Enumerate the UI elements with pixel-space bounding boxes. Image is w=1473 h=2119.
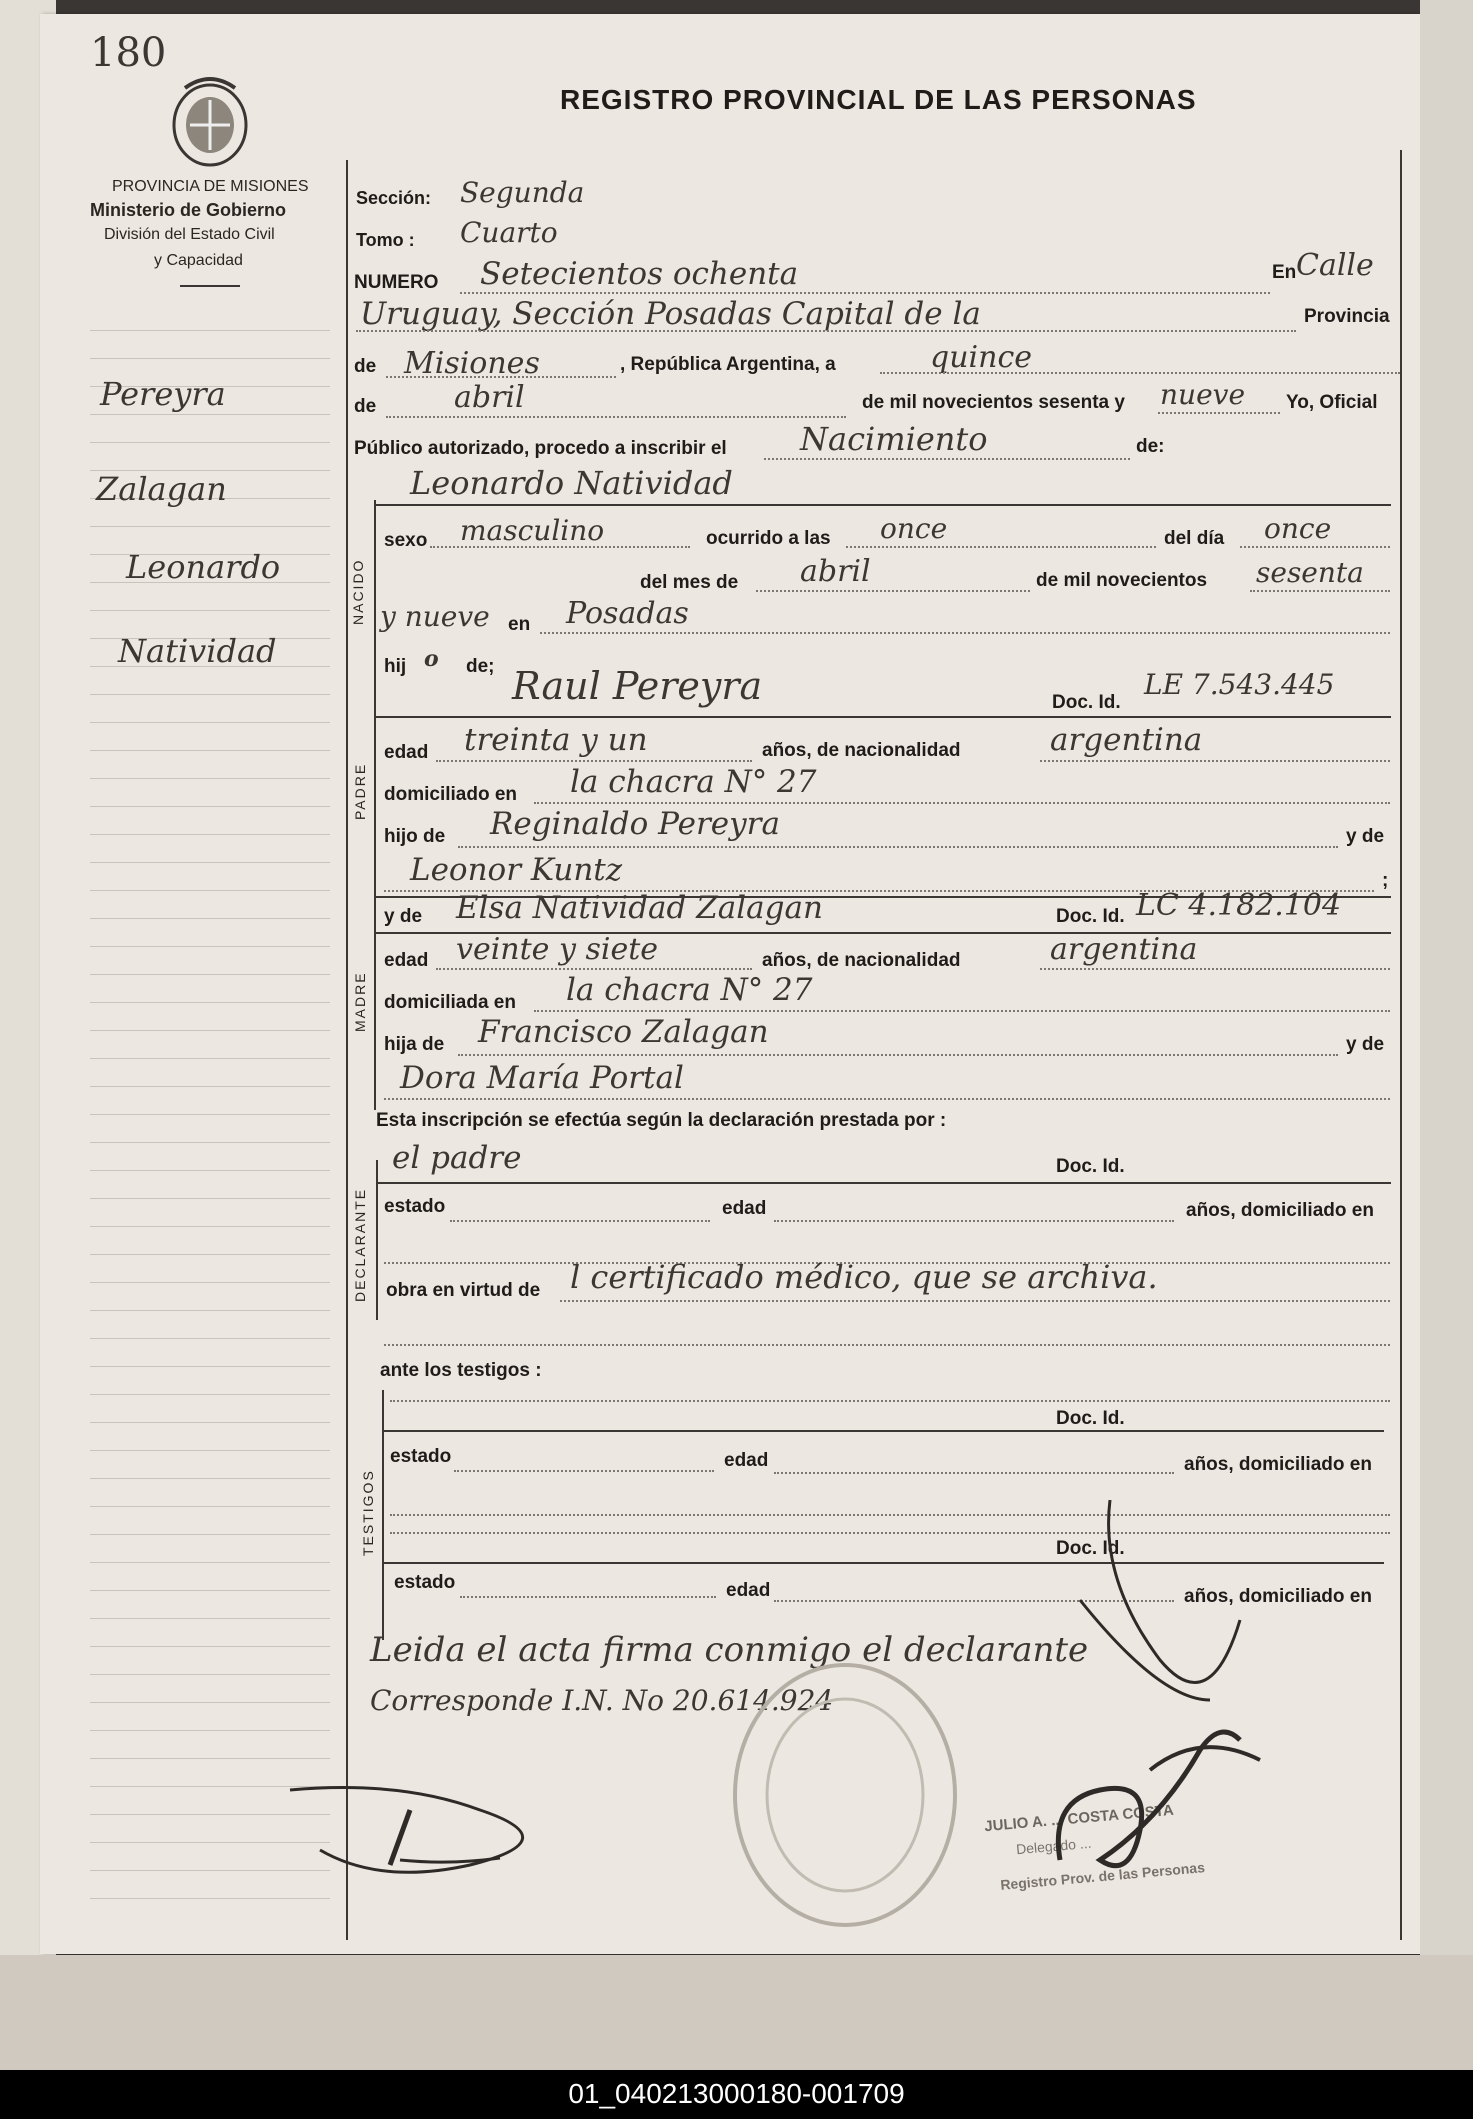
anio-nac-value-2: y nueve — [380, 600, 490, 633]
stamp-text-1: JULIO A. ... COSTA COSTA — [983, 1801, 1175, 1836]
margin-note-name2: Natividad — [118, 632, 277, 670]
madre-doc-value: LC 4.182.104 — [1136, 888, 1342, 923]
leida-note: Leida el acta firma conmigo el declarante — [370, 1630, 1089, 1670]
padre-nombre-line — [376, 716, 1391, 718]
testigo2-estado-line — [460, 1596, 716, 1598]
bottom-background — [0, 1955, 1473, 2070]
anio-line — [1158, 412, 1280, 414]
madre-dom-line — [534, 1010, 1390, 1012]
decl-edad-label: edad — [722, 1198, 767, 1219]
testigo1-edad-line — [774, 1472, 1174, 1474]
testigo1-name-line — [384, 1430, 1384, 1432]
anio-nac-line — [1250, 590, 1390, 592]
address-value: Uruguay, Sección Posadas Capital de la — [360, 296, 981, 332]
right-page-edge — [1420, 0, 1473, 2070]
province-name: PROVINCIA DE MISIONES — [112, 178, 309, 195]
mes-line — [386, 416, 846, 418]
padre-nac-line — [1040, 760, 1390, 762]
dia-nac-line — [1240, 546, 1390, 548]
madre-y-de-label: y de — [384, 906, 423, 927]
form-right-border — [1400, 150, 1402, 1940]
dia-nac-value: once — [1264, 512, 1332, 545]
image-identifier: 01_040213000180-001709 — [568, 2078, 905, 2109]
numero-line — [460, 292, 1270, 294]
register-title: REGISTRO PROVINCIAL DE LAS PERSONAS — [560, 84, 1197, 115]
declarante-label: DECLARANTE — [352, 1187, 368, 1302]
madre-edad-label: edad — [384, 950, 429, 971]
madre-hija-value: Francisco Zalagan — [478, 1014, 769, 1050]
seccion-value: Segunda — [460, 176, 585, 209]
obra-value: l certificado médico, que se archiva. — [570, 1258, 1158, 1296]
provincia-line — [386, 376, 616, 378]
madre-label: MADRE — [352, 971, 368, 1032]
anio-value: nueve — [1160, 378, 1246, 411]
mes-value: abril — [454, 380, 525, 415]
provincia-label: Provincia — [1304, 306, 1390, 327]
madre-y-de-label-2: y de — [1346, 1034, 1385, 1055]
ministry-name: Ministerio de Gobierno — [90, 200, 287, 220]
de-colon-label: de: — [1136, 436, 1165, 457]
del-mes-label: del mes de — [640, 572, 739, 593]
decl-estado-label: estado — [384, 1196, 446, 1217]
madre-dom-value: la chacra N° 27 — [566, 972, 813, 1008]
sexo-line — [430, 546, 690, 548]
madre-edad-value: veinte y siete — [456, 932, 659, 967]
padre-edad-label: edad — [384, 742, 429, 763]
declarante-doc-label: Doc. Id. — [1056, 1156, 1125, 1177]
header-rule — [180, 285, 240, 287]
de-label-2: de — [354, 396, 377, 417]
stamp-text-3: Registro Prov. de las Personas — [999, 1859, 1206, 1893]
testigo2-doc-label: Doc. Id. — [1056, 1538, 1125, 1559]
padre-anos-label: años, de nacionalidad — [762, 740, 961, 761]
madre-nombre-value: Elsa Natividad Zalagan — [456, 890, 823, 926]
seccion-label: Sección: — [356, 188, 432, 208]
decl-edad-line — [774, 1220, 1174, 1222]
decl-estado-line — [450, 1220, 710, 1222]
mil-nov-label: de mil novecientos sesenta y — [862, 392, 1125, 413]
nombre-line — [376, 504, 1391, 506]
testigo1-edad-label: edad — [724, 1450, 769, 1471]
testigo1-estado-label: estado — [390, 1446, 452, 1467]
hij-label: hij — [384, 656, 407, 677]
padre-doc-value: LE 7.543.445 — [1144, 668, 1335, 701]
obra-line — [560, 1300, 1390, 1302]
padre-hijo-line — [458, 846, 1338, 848]
hora-value: once — [880, 512, 948, 545]
tomo-label: Tomo : — [356, 230, 415, 250]
division-name: División del Estado Civil — [104, 226, 275, 243]
padre-dom-line — [534, 802, 1390, 804]
testigos-divider — [382, 1390, 384, 1640]
publico-label: Público autorizado, procedo a inscribir el — [354, 438, 727, 459]
declarante-divider — [376, 1160, 378, 1320]
madre-doc-label: Doc. Id. — [1056, 906, 1125, 927]
padre-madre-value: Leonor Kuntz — [410, 852, 623, 888]
madre-edad-line — [436, 968, 752, 970]
numero-value: Setecientos ochenta — [480, 256, 799, 292]
sexo-label: sexo — [384, 530, 428, 551]
de-semicolon-label: de; — [466, 656, 495, 677]
dia-value: quince — [930, 340, 1032, 375]
madre-madre-line — [384, 1098, 1390, 1100]
lugar-line — [540, 632, 1390, 634]
hij-suffix: o — [424, 646, 439, 672]
numero-label: NUMERO — [354, 272, 439, 293]
coat-of-arms-icon — [165, 70, 255, 170]
padre-edad-value: treinta y un — [464, 722, 648, 758]
left-signature-icon — [280, 1770, 610, 1890]
madre-dom-label: domiciliada en — [384, 992, 516, 1013]
anio-nac-value: sesenta — [1256, 556, 1364, 589]
testigo2-edad-label: edad — [726, 1580, 771, 1601]
section-divider — [374, 500, 376, 1110]
padre-hijo-value: Reginaldo Pereyra — [490, 806, 780, 842]
acto-line — [764, 458, 1130, 460]
ocurrido-label: ocurrido a las — [706, 528, 831, 549]
page-number: 180 — [90, 30, 167, 76]
de-label-1: de — [354, 356, 377, 377]
inscripcion-label: Esta inscripción se efectúa según la declaración prestada por : — [376, 1110, 947, 1131]
en-nac-label: en — [508, 614, 531, 635]
division-name-2: y Capacidad — [154, 252, 243, 269]
stamp-text-2: Delegado ... — [1015, 1834, 1093, 1858]
obra-line-2 — [384, 1344, 1390, 1346]
tomo-value: Cuarto — [460, 216, 558, 249]
acto-value: Nacimiento — [800, 420, 988, 458]
address-line — [356, 330, 1296, 332]
obra-label: obra en virtud de — [386, 1280, 541, 1301]
testigos-label: ante los testigos : — [380, 1360, 542, 1381]
en-label: En — [1272, 262, 1297, 283]
padre-hijo-label: hijo de — [384, 826, 446, 847]
mes-nac-value: abril — [800, 554, 871, 589]
right-signature-icon — [1040, 1500, 1300, 1910]
yo-oficial-label: Yo, Oficial — [1286, 392, 1378, 413]
testigo2-anos-label: años, domiciliado en — [1184, 1586, 1372, 1607]
dia-line — [880, 372, 1400, 374]
padre-nombre-value: Raul Pereyra — [512, 664, 763, 708]
testigos-v-label: TESTIGOS — [360, 1469, 376, 1556]
decl-anos-label: años, domiciliado en — [1186, 1200, 1374, 1221]
madre-nac-value: argentina — [1050, 932, 1198, 967]
sexo-value: masculino — [460, 514, 605, 547]
en-value: Calle — [1296, 248, 1374, 283]
testigo1-doc-label: Doc. Id. — [1056, 1408, 1125, 1429]
form-left-border — [346, 160, 348, 1940]
official-stamp-icon — [720, 1650, 970, 1940]
declarante-line — [376, 1182, 1391, 1184]
padre-label: PADRE — [352, 762, 368, 820]
lugar-value: Posadas — [566, 596, 689, 631]
madre-nac-line — [1040, 968, 1390, 970]
margin-note-surname: Pereyra — [100, 375, 226, 413]
padre-doc-label: Doc. Id. — [1052, 692, 1121, 713]
padre-edad-line — [436, 760, 752, 762]
mil-nov-label-2: de mil novecientos — [1036, 570, 1208, 591]
hora-line — [846, 546, 1156, 548]
declarante-value: el padre — [392, 1140, 522, 1176]
padre-dom-label: domiciliado en — [384, 784, 518, 805]
nacido-label: NACIDO — [350, 558, 366, 625]
testigo1-estado-line — [454, 1470, 714, 1472]
testigo2-estado-label: estado — [394, 1572, 456, 1593]
madre-hija-line — [458, 1054, 1338, 1056]
padre-y-de-label: y de — [1346, 826, 1385, 847]
testigo1-line — [390, 1400, 1390, 1402]
madre-hija-label: hija de — [384, 1034, 445, 1055]
republica-label: , República Argentina, a — [620, 354, 836, 375]
margin-note-surname2: Zalagan — [96, 470, 227, 508]
madre-anos-label: años, de nacionalidad — [762, 950, 961, 971]
padre-nac-value: argentina — [1050, 722, 1203, 758]
madre-madre-value: Dora María Portal — [400, 1060, 684, 1096]
margin-note-name: Leonardo — [126, 548, 281, 586]
del-dia-label: del día — [1164, 528, 1225, 549]
corresponde-note: Corresponde I.N. No 20.614.924 — [370, 1684, 834, 1717]
provincia-de-value: Misiones — [404, 346, 540, 381]
nombre-value: Leonardo Natividad — [410, 464, 733, 502]
testigo1-anos-label: años, domiciliado en — [1184, 1454, 1372, 1475]
padre-dom-value: la chacra N° 27 — [570, 764, 817, 800]
padre-semicolon: ; — [1382, 870, 1389, 891]
mes-nac-line — [756, 590, 1030, 592]
